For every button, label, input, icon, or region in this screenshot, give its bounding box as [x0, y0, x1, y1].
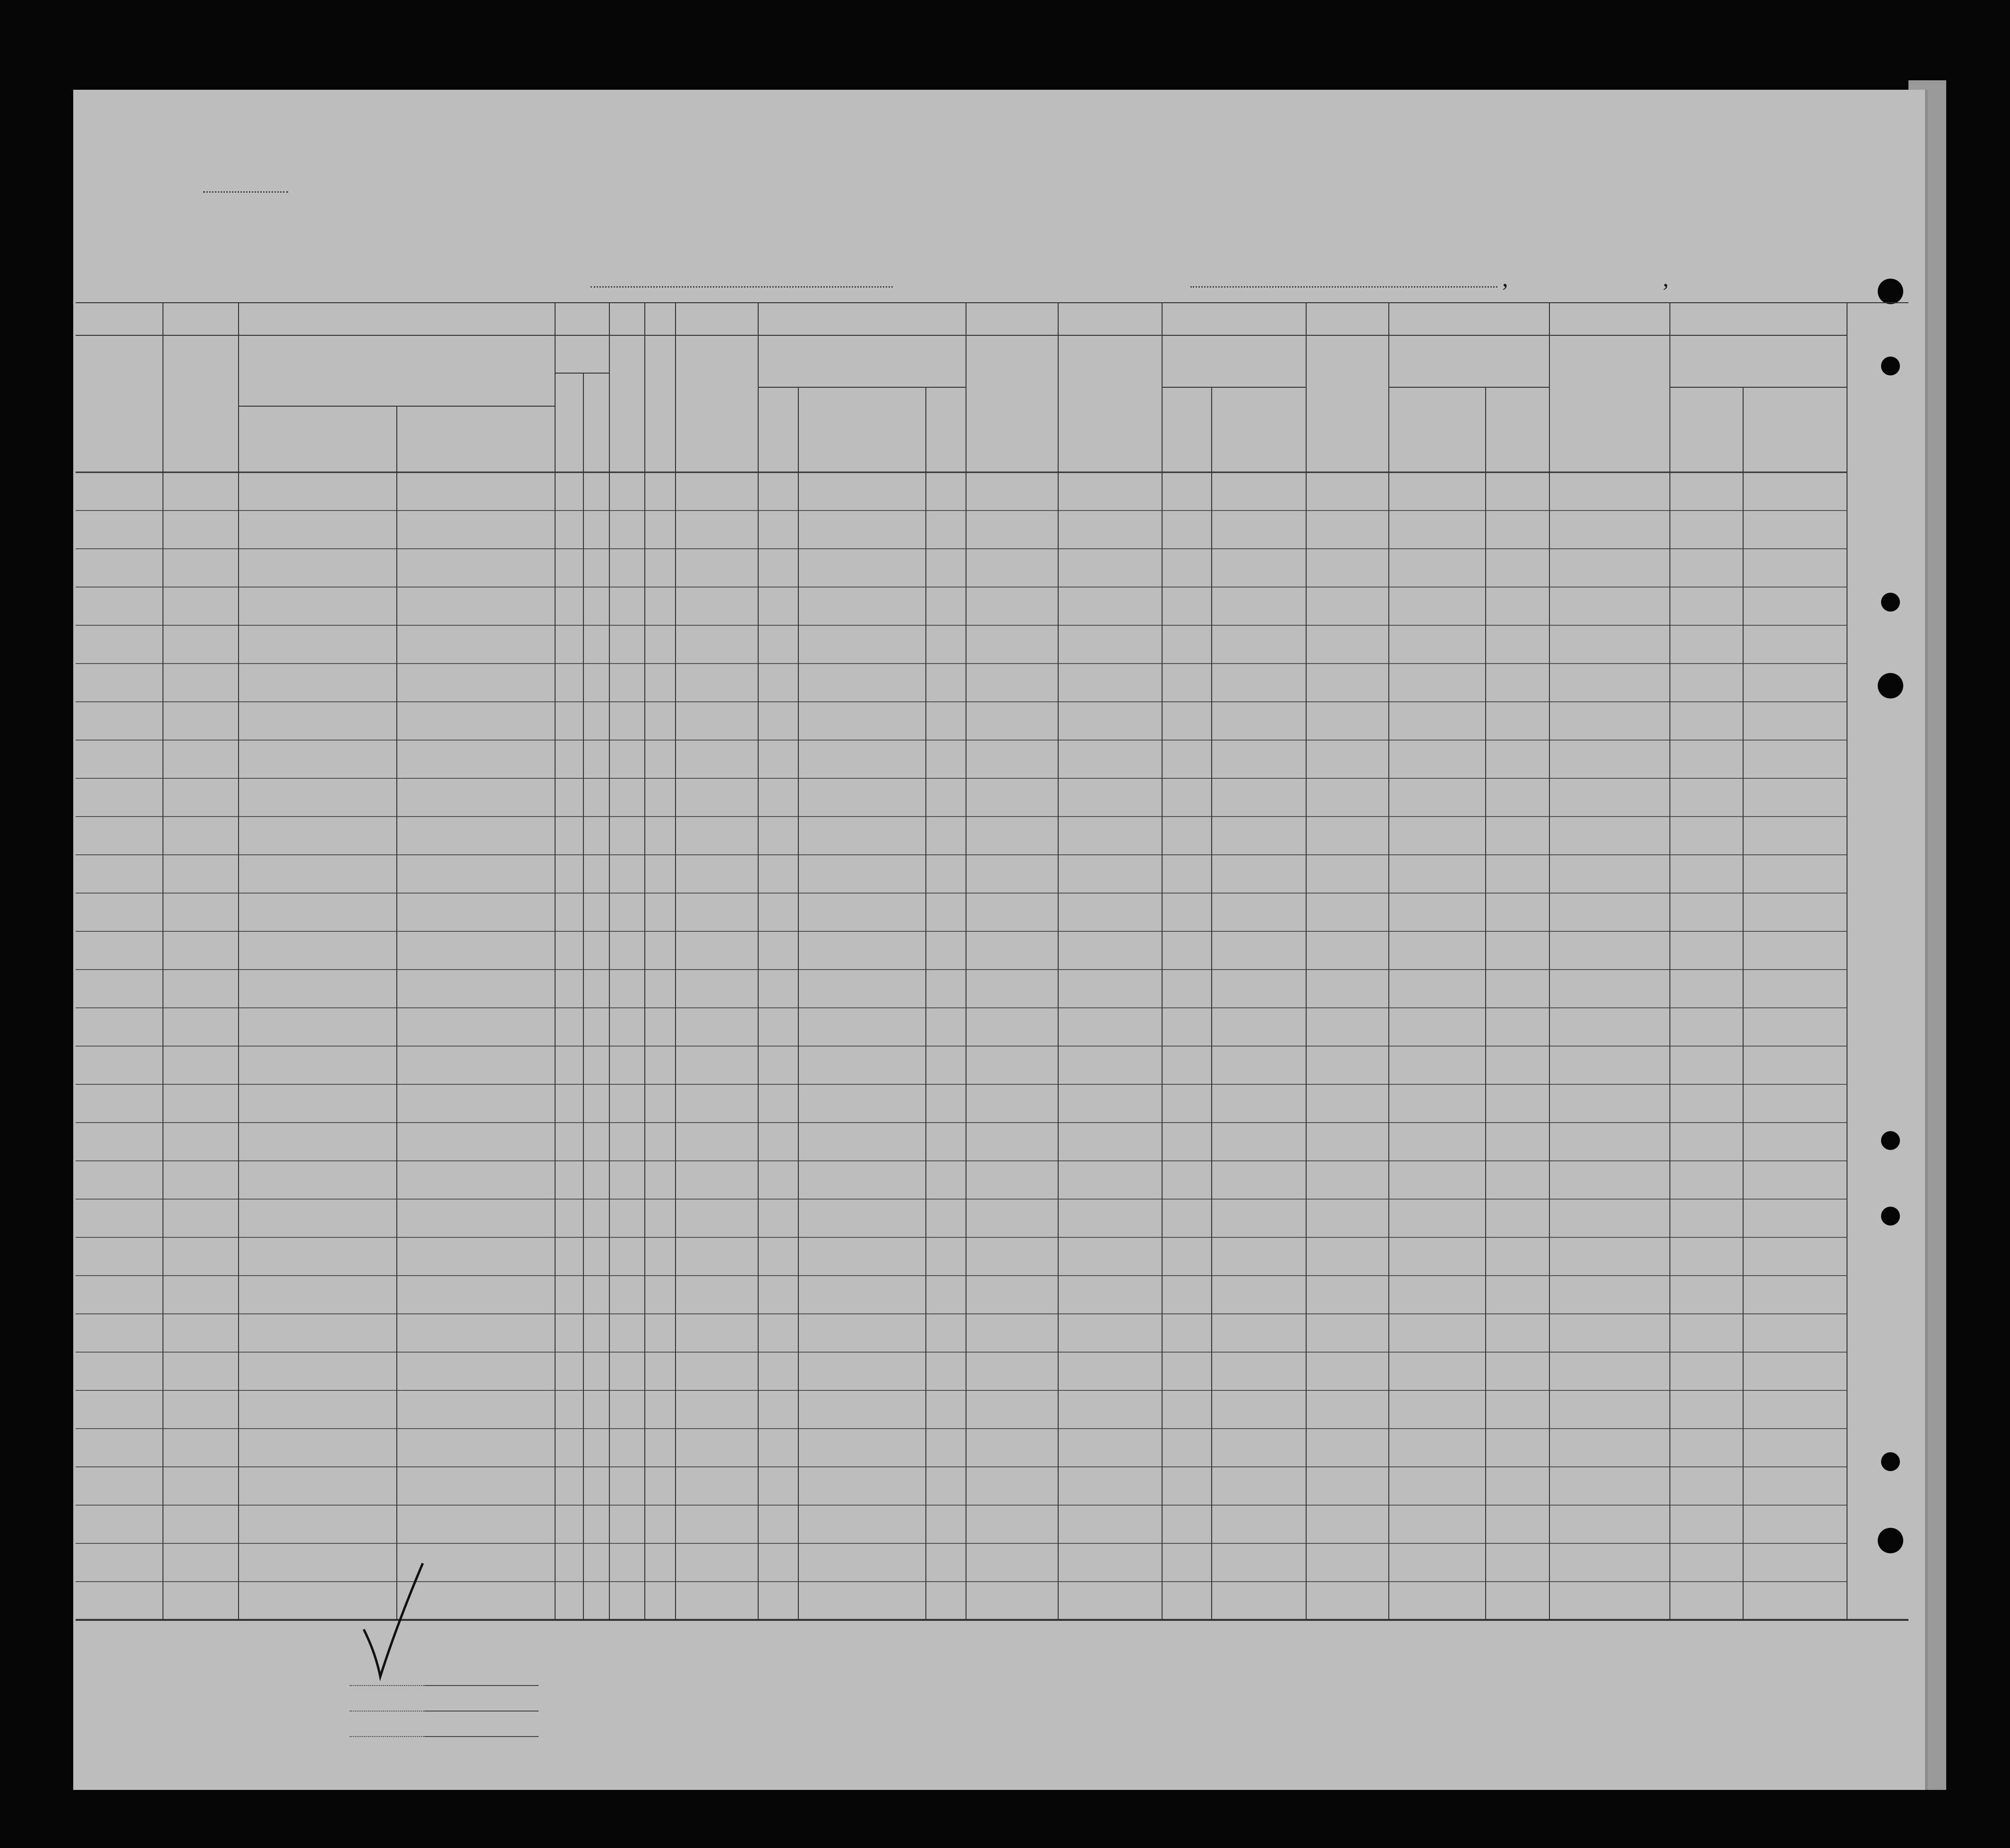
punch-hole — [1878, 279, 1903, 304]
dotted-leader — [350, 1685, 425, 1686]
port-line — [1190, 286, 1497, 288]
dotted-leader — [350, 1711, 425, 1712]
dotted-leader — [350, 1736, 425, 1737]
table-grid-lines — [76, 302, 1908, 1632]
manifest-table — [76, 302, 1908, 1632]
comma: , — [1663, 265, 1669, 291]
aliens-line — [425, 1736, 539, 1737]
total-passengers-line — [425, 1685, 539, 1686]
comma: , — [1502, 265, 1508, 291]
list-number-line — [203, 191, 288, 193]
ship-name-line — [590, 286, 893, 288]
handwritten-check-mark — [359, 1558, 425, 1681]
us-citizens-line — [425, 1711, 539, 1712]
